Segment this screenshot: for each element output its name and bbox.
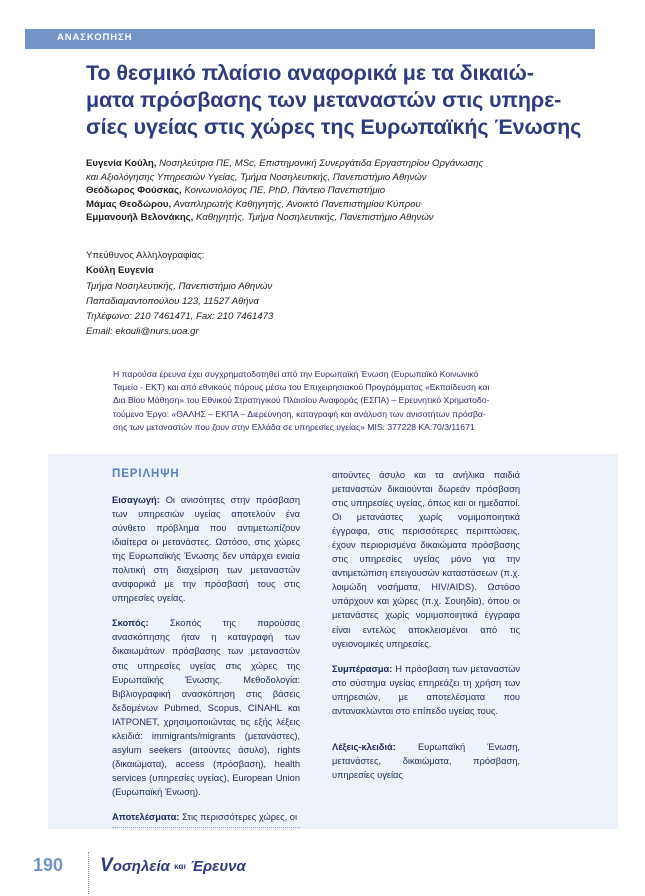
funding-note <box>113 368 589 434</box>
abstract-section-text: Στις περισσότερες χώρες, οι <box>181 811 298 822</box>
article-type-label: ΑΝΑΣΚΟΠΗΣΗ <box>57 32 133 43</box>
keywords-separator: : <box>392 741 418 752</box>
journal-name-tail: Έρευνα <box>186 858 246 875</box>
keywords-text: Ευρωπαϊκή Ένωση, μετανάστες, δικαιώματα, πρόσβαση, υπηρεσίες υγείας <box>332 741 520 780</box>
journal-name-part: οσηλεία <box>112 858 170 875</box>
author-name: Θεόδωρος Φούσκας, <box>86 185 182 197</box>
abstract-section-separator: : <box>176 811 182 822</box>
journal-initial: V <box>100 855 113 876</box>
abstract-section-label: Εισαγωγή <box>112 495 157 505</box>
keywords-paragraph <box>332 740 520 782</box>
author-name: Μάμας Θεοδώρου, <box>86 198 172 210</box>
abstract-section-text: Σκοπός της παρούσας ανασκόπησης ήταν η καταγραφή των δικαιωμάτων πρόσβασης των μεταναστών στις υπηρεσίες υγείας στις χώρες της Ευρωπαϊκής Ένωσης. Μεθοδολογία: Βιβλιογραφική ανασκόπηση στις βάσεις δεδομένων Pubmed, Scopus, CINAHL και IATPONET, χρησιμοποιώντας τις εξής λέξεις κλειδιά: immigrants/migrants (μετανάστες), asylum seekers (αιτούντες άσυλο), rights (δικαιώματα), access (πρόσβαση), health services (υπηρεσίες υγείας), European Union (Ευρωπαϊκή Ένωση). <box>112 618 300 797</box>
funding-line: Ταμείο - ΕΚΤ) και από εθνικούς πόρους μέσω του Επιχειρησιακού Προγράμματος «Εκπαίδευση και <box>113 382 490 393</box>
author-entry <box>86 198 594 212</box>
abstract-section-separator: : <box>156 495 166 505</box>
abstract-heading: ΠΕΡΙΛΗΨΗ <box>112 468 180 480</box>
author-affiliation: Νοσηλεύτρια ΠΕ, MSc, Επιστημονική Συνεργάτιδα Εργαστηρίου Οργάνωσης <box>156 158 484 169</box>
correspondence-department: Τμήμα Νοσηλευτικής, Πανεπιστήμιο Αθηνών <box>86 280 273 292</box>
author-entry <box>86 157 594 171</box>
funding-line: σης των μεταναστών που ζουν στην Ελλάδα σε υπηρεσίες υγείας» MIS: 377228 ΚΑ:70/3/11671 <box>113 421 475 432</box>
abstract-section-label: Σκοπός <box>112 618 146 629</box>
abstract-section-text: αιτούντες άσυλο και τα ανήλικα παιδιά μεταναστών δικαιούνται δωρεάν πρόσβαση στις υπηρεσίες υγείας, όπως και οι ημεδαποί. Οι μετανάστες χωρίς νομιμοποιητικά έγγραφα, στις περισσότερες περιπτώσεις, έχουν περιορισμένα δικαιώματα πρόσβασης στις υπηρεσίες υγείας μόνο για την αντιμετώπιση επειγουσών καταστάσεων (π.χ. λοιμώδη νοσήματα, HIV/AIDS). Ωστόσο υπάρχουν και χώρες (π.χ. Σουηδία), όπου οι μετανάστες χωρίς νομιμοποιητικά έγγραφα είναι εντελώς αποκλεισμένοι από τις υγειονομικές υπηρεσίες. <box>332 470 520 649</box>
footer-divider <box>88 852 90 894</box>
funding-line: Δια Βίου Μάθηση» του Εθνικού Στρατηγικού Πλαισίου Αναφοράς (ΕΣΠΑ) – Ερευνητικό Χρηματοδο- <box>113 395 490 406</box>
abstract-section-text: Οι ανισότητες στην πρόσβαση των υπηρεσιών υγείας αποτελούν ένα σύνθετο πρόβλημα που αντιμετωπίζουν ιδιαίτερα οι μετανάστες. Ωστόσο, στις χώρες της Ευρωπαϊκής Ένωσης δεν υπάρχει ενιαία πολιτική στη διαχείριση των μεταναστών αναφορικά με την πρόσβασή τους στις υπηρεσίες υγείας. <box>112 495 300 604</box>
journal-name <box>100 855 246 877</box>
page-number: 190 <box>33 855 64 875</box>
journal-name-conjunction: και <box>174 862 187 871</box>
author-affiliation: Καθηγητής, Τμήμα Νοσηλευτικής, Πανεπιστήμιο Αθηνών <box>193 212 434 224</box>
abstract-paragraph <box>332 468 520 651</box>
abstract-section-label: Συμπέρασμα <box>332 663 390 674</box>
abstract-column-right <box>332 468 520 782</box>
correspondence-address: Παπαδιαμαντοπούλου 123, 11527 Αθήνα <box>86 295 259 307</box>
author-affiliation: Αναπληρωτής Καθηγητής, Ανοικτό Πανεπιστημίου Κύπρου <box>171 198 421 210</box>
funding-line: τούμενο Έργο: «ΘΑΛΗΣ – ΕΚΠΑ – Διερεύνηση, καταγραφή και ανάλυση των ανισοτήτων πρόσβα- <box>113 408 486 419</box>
author-affiliation: Κοινωνιολόγος ΠΕ, PhD, Πάντειο Πανεπιστήμιο <box>181 185 386 197</box>
correspondence-label: Υπεύθυνος Αλληλογραφίας: <box>86 250 205 261</box>
abstract-section-text: Η πρόσβαση των μεταναστών στο σύστημα υγείας επηρεάζει τη χρήση των υπηρεσιών, με αποτελέσματα που αντανακλώνται στο επίπεδο υγείας τους. <box>332 663 521 716</box>
title-line-1: Το θεσμικό πλαίσιο αναφορικά με τα δικαιώ- <box>86 61 534 85</box>
keywords-label: Λέξεις-κλειδιά <box>332 741 393 752</box>
abstract-section-separator: : <box>389 663 396 674</box>
author-name: Εμμανουήλ Βελονάκης, <box>86 212 194 224</box>
correspondence-email: Email: ekouli@nurs.uoa.gr <box>86 326 199 338</box>
abstract-section-separator: : <box>145 618 170 629</box>
abstract-paragraph <box>112 810 300 824</box>
abstract-paragraph <box>112 616 300 799</box>
abstract-section-label: Αποτελέσματα <box>112 811 177 822</box>
title-line-3: σίες υγείας στις χώρες της Ευρωπαϊκής Ένωσης <box>86 115 582 139</box>
author-entry <box>86 184 594 198</box>
abstract-column-left <box>112 493 300 824</box>
abstract-paragraph <box>332 662 520 718</box>
author-entry <box>86 211 594 225</box>
correspondence-phone: Τηλέφωνο: 210 7461471, Fax: 210 7461473 <box>86 311 274 323</box>
title-line-2: ματα πρόσβασης των μεταναστών στις υπηρε- <box>86 88 562 112</box>
correspondence-name: Κούλη Ευγενία <box>86 265 154 277</box>
author-name: Ευγενία Κούλη, <box>86 158 157 169</box>
abstract-paragraph <box>112 493 300 605</box>
author-affiliation: και Αξιολόγησης Υπηρεσιών Υγείας, Τμήμα Νοσηλευτικής, Πανεπιστήμιο Αθηνών <box>86 171 427 183</box>
funding-line: Η παρούσα έρευνα έχει συγχρηματοδοτηθεί από την Ευρωπαϊκή Ένωση (Ευρωπαϊκό Κοινωνικό <box>113 369 479 379</box>
author-list <box>86 157 594 225</box>
author-entry <box>86 171 594 185</box>
page-title <box>86 60 591 141</box>
abstract-column-separator <box>112 827 300 828</box>
correspondence-block <box>86 248 486 340</box>
